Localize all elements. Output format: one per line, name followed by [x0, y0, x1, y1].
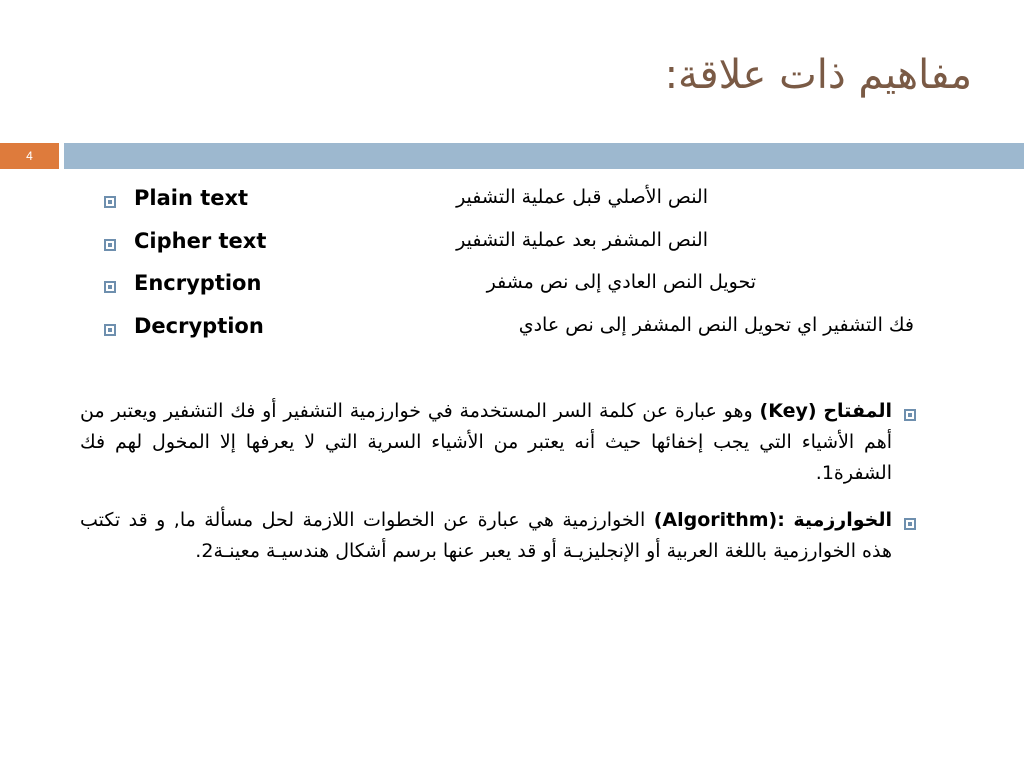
bullet-icon — [904, 518, 916, 530]
algorithm-paragraph — [80, 505, 892, 567]
slide-number-badge — [0, 143, 59, 169]
term-item-decryption — [104, 314, 924, 344]
algorithm-text: الخوارزمية هي عبارة عن الخطوات اللازمة لحل مسألة ما, و قد تكتب هذه الخوارزمية باللغة العربية أو الإنجليزيـة أو قد يعبر عنها برسم أشكال هندسيـة معينـة2. — [80, 509, 892, 562]
term-definition: تحويل النص العادي إلى نص مشفر — [486, 271, 756, 293]
key-text: وهو عبارة عن كلمة السر المستخدمة في خوارزمية التشفير أو فك التشفير ويعتبر من أهم الأشياء التي يجب إخفائها حيث أنه يعتبر من الأشياء السرية التي لا يعرفها إلا المخول لهم فك الشفرة1. — [80, 400, 892, 484]
term-definition: فك التشفير اي تحويل النص المشفر إلى نص عادي — [518, 314, 914, 336]
term-label: Cipher text — [134, 229, 267, 253]
key-paragraph — [80, 396, 892, 489]
term-label: Encryption — [134, 271, 262, 295]
algorithm-latin-term: (Algorithm): — [653, 509, 785, 531]
slide-number: 4 — [26, 149, 33, 163]
term-definition: النص الأصلي قبل عملية التشفير — [456, 186, 708, 208]
term-label: Plain text — [134, 186, 249, 210]
term-item-cipher-text — [104, 229, 924, 259]
header-divider-bar — [64, 143, 1024, 169]
key-latin-term: (Key) — [759, 400, 817, 422]
key-heading: المفتاح — [823, 400, 893, 422]
bullet-icon — [104, 324, 116, 336]
algorithm-heading: الخوارزمية — [793, 509, 892, 531]
bullet-icon — [104, 281, 116, 293]
bullet-icon — [904, 409, 916, 421]
term-item-plain-text — [104, 186, 924, 216]
slide-title: مفاهيم ذات علاقة: — [664, 52, 972, 98]
bullet-icon — [104, 196, 116, 208]
bullet-icon — [104, 239, 116, 251]
term-item-encryption — [104, 271, 924, 301]
term-definition: النص المشفر بعد عملية التشفير — [456, 229, 708, 251]
term-label: Decryption — [134, 314, 264, 338]
